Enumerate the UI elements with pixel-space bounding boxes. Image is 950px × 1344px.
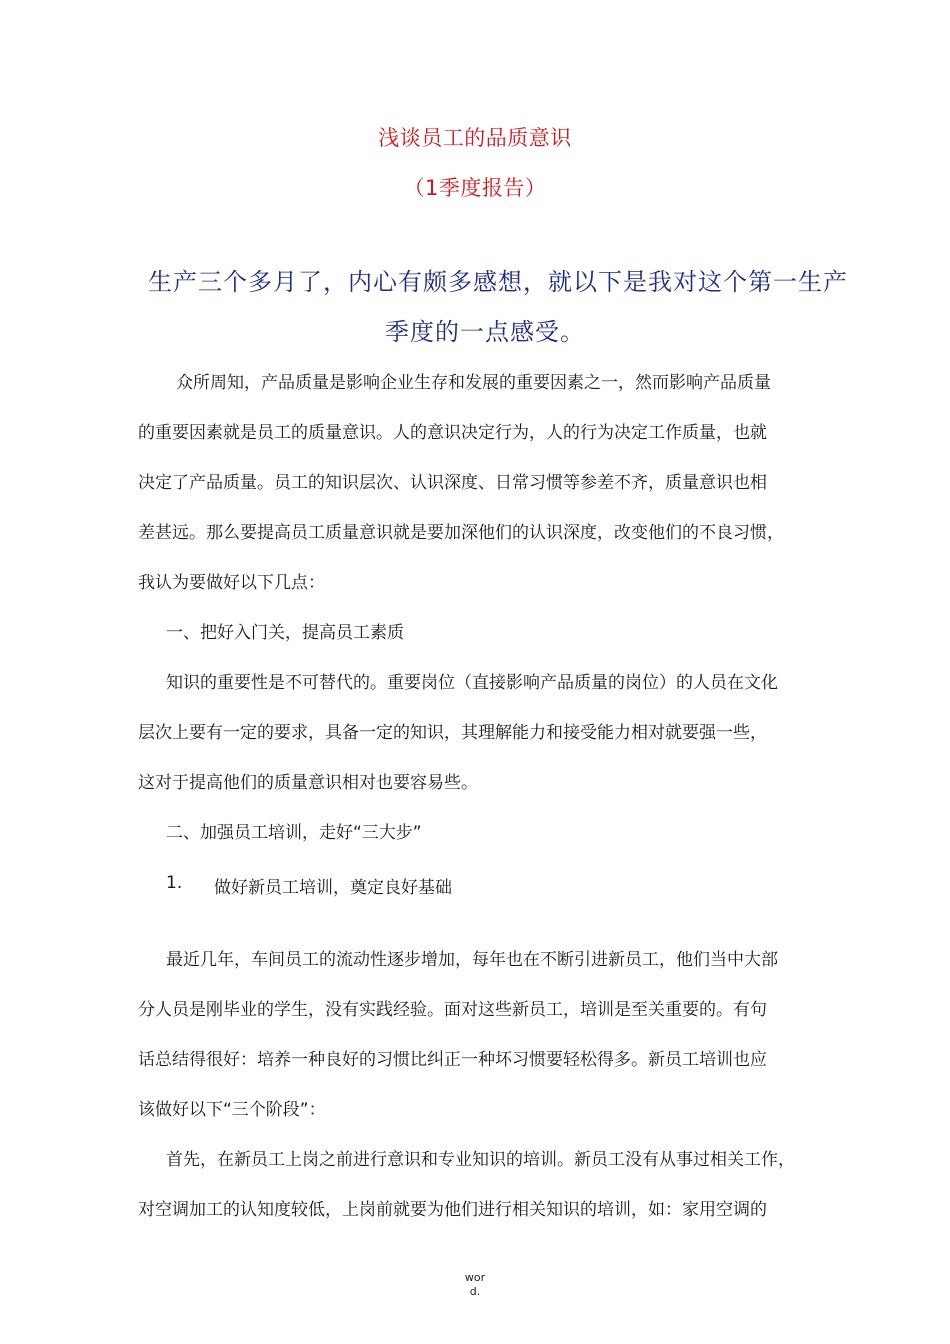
paragraph-3-line: 分人员是刚毕业的学生，没有实践经验。面对这些新员工，培训是至关重要的。有句	[138, 1000, 767, 1020]
footer-line-1: wor	[464, 1271, 486, 1284]
paragraph-4-line: 首先，在新员工上岗之前进行意识和专业知识的培训。新员工没有从事过相关工作，	[166, 1150, 795, 1170]
document-title: 浅谈员工的品质意识	[378, 126, 572, 150]
paragraph-2-line: 层次上要有一定的要求，具备一定的知识，其理解能力和接受能力相对就要强一些，	[138, 723, 767, 743]
lead-line-2: 季度的一点感受。	[385, 318, 585, 346]
paragraph-4-line: 对空调加工的认知度较低，上岗前就要为他们进行相关知识的培训，如：家用空调的	[138, 1200, 767, 1220]
list-item-text: 做好新员工培训，奠定良好基础	[214, 878, 452, 898]
paragraph-3-line: 话总结得很好：培养一种良好的习惯比纠正一种坏习惯要轻松得多。新员工培训也应	[138, 1050, 767, 1070]
paragraph-3-line: 该做好以下“三个阶段”：	[138, 1100, 326, 1120]
page-footer	[0, 1271, 950, 1299]
paragraph-1-line: 差甚远。那么要提高员工质量意识就是要加深他们的认识深度，改变他们的不良习惯，	[138, 523, 784, 543]
lead-line-1: 生产三个多月了，内心有颇多感想，就以下是我对这个第一生产	[148, 268, 848, 296]
list-item-number: 1.	[166, 873, 183, 893]
paragraph-3-line: 最近几年，车间员工的流动性逐步增加，每年也在不断引进新员工，他们当中大部	[166, 950, 778, 970]
paragraph-1-line: 的重要因素就是员工的质量意识。人的意识决定行为，人的行为决定工作质量，也就	[138, 423, 767, 443]
section-heading-1: 一、把好入门关，提高员工素质	[166, 623, 404, 643]
paragraph-1-line: 决定了产品质量。员工的知识层次、认识深度、日常习惯等参差不齐，质量意识也相	[138, 473, 767, 493]
section-heading-2: 二、加强员工培训，走好“三大步”	[166, 823, 422, 843]
paragraph-1-line: 我认为要做好以下几点：	[138, 573, 325, 593]
footer-line-2: d.	[469, 1285, 481, 1298]
paragraph-1-line: 众所周知，产品质量是影响企业生存和发展的重要因素之一，然而影响产品质量	[176, 373, 771, 393]
document-subtitle: （1季度报告）	[403, 176, 547, 200]
paragraph-2-line: 知识的重要性是不可替代的。重要岗位（直接影响产品质量的岗位）的人员在文化	[166, 673, 778, 693]
paragraph-2-line: 这对于提高他们的质量意识相对也要容易些。	[138, 773, 478, 793]
